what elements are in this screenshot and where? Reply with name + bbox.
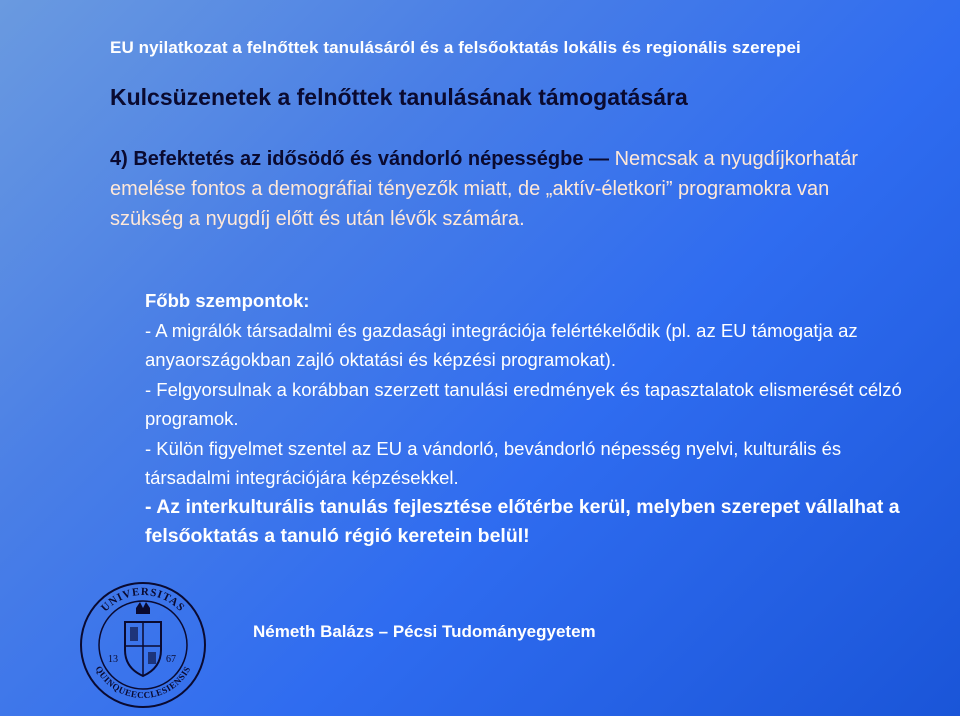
intro-paragraph — [110, 144, 870, 234]
university-seal-logo — [78, 580, 208, 710]
key-point-item: - Felgyorsulnak a korábban szerzett tanulási eredmények és tapasztalatok elismerését célzó programok. — [145, 378, 902, 429]
key-point-item: - Külön figyelmet szentel az EU a vándorló, bevándorló népesség nyelvi, kulturális és társadalmi integrációjára képzésekkel. — [145, 437, 842, 488]
slide-header: EU nyilatkozat a felnőttek tanulásáról és a felsőoktatás lokális és regionális szerepei — [110, 38, 801, 57]
key-point-highlight: - Az interkulturális tanulás fejlesztése előtérbe kerül, melyben szerepet vállalhat a felsőoktatás a tanuló régió keretein belül! — [145, 495, 900, 547]
svg-text:QUINQUEECCLESIENSIS: QUINQUEECCLESIENSIS — [93, 664, 193, 701]
slide-footer: Németh Balázs – Pécsi Tudományegyetem — [253, 622, 596, 641]
key-points — [145, 286, 905, 552]
svg-text:13: 13 — [108, 654, 118, 665]
key-points-heading: Főbb szempontok: — [145, 290, 310, 311]
intro-dash: ― — [589, 148, 610, 170]
svg-text:UNIVERSITAS: UNIVERSITAS — [98, 585, 188, 615]
intro-rest: Nemcsak a nyugdíjkorhatár emelése fontos a demográfiai tényezők miatt, de „aktív-életkori” programokra van szükség a nyugdíj előtt és után lévők számára. — [110, 148, 859, 230]
intro-lead: 4) Befektetés az idősödő és vándorló népességbe — [110, 148, 584, 170]
svg-text:67: 67 — [166, 654, 176, 665]
slide-title: Kulcsüzenetek a felnőttek tanulásának támogatására — [110, 84, 688, 110]
key-point-item: - A migrálók társadalmi és gazdasági integrációja felértékelődik (pl. az EU támogatja az anyaországokban zajló oktatási és képzési programokat). — [145, 319, 858, 370]
